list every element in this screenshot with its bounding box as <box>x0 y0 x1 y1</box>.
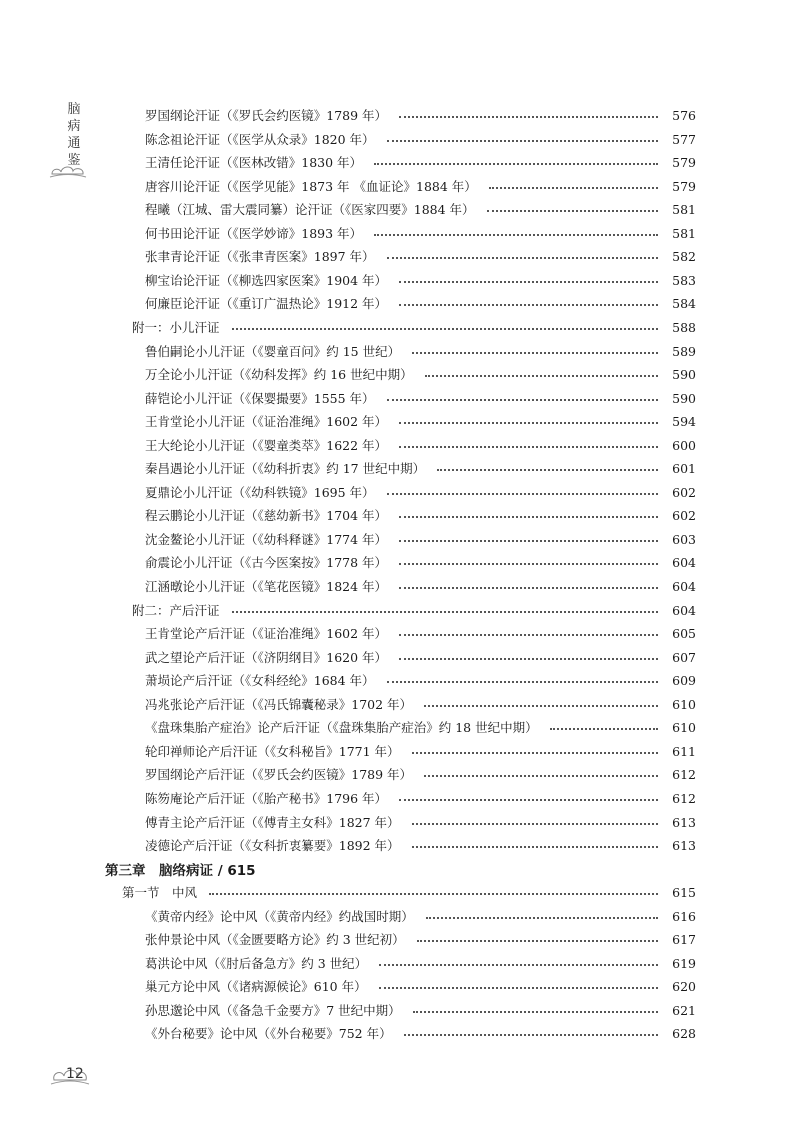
dot-leader <box>379 987 658 989</box>
toc-page-number: 612 <box>672 790 696 806</box>
dot-leader <box>412 846 658 848</box>
toc-title: 薛铠论小儿汗证（《保婴撮要》1555 年） <box>145 391 375 406</box>
toc-page-number: 615 <box>672 884 696 900</box>
dot-leader <box>379 964 658 966</box>
toc-page-number: 607 <box>672 649 696 665</box>
dot-leader <box>399 422 658 424</box>
dot-leader <box>399 658 658 660</box>
toc-title: 罗国纲论汗证（《罗氏会约医镜》1789 年） <box>145 108 388 123</box>
toc-page-number: 619 <box>672 955 696 971</box>
toc-title: 冯兆张论产后汗证（《冯氏锦囊秘录》1702 年） <box>145 697 413 712</box>
toc-title: 俞震论小儿汗证（《古今医案按》1778 年） <box>145 555 388 570</box>
dot-leader <box>399 304 658 306</box>
toc-entry[interactable] <box>0 339 800 363</box>
page-number: 12 <box>66 1066 84 1082</box>
toc-title: 附二：产后汗证 <box>132 603 220 618</box>
toc-entry[interactable] <box>0 550 800 574</box>
dot-leader <box>412 823 658 825</box>
toc-entry[interactable] <box>0 833 800 857</box>
book-title-vertical: 脑病通鉴 <box>67 102 81 168</box>
toc-title: 唐容川论汗证（《医学见能》1873 年 《血证论》1884 年） <box>145 179 477 194</box>
toc-entry[interactable] <box>0 904 800 928</box>
toc-page-number: 584 <box>672 295 696 311</box>
toc-title: 程云鹏论小儿汗证（《慈幼新书》1704 年） <box>145 508 388 523</box>
toc-page-number: 588 <box>672 319 696 335</box>
toc-title: 何书田论汗证（《医学妙谛》1893 年） <box>145 226 363 241</box>
chapter-heading: 第三章 脑络病证 / 615 <box>105 863 256 879</box>
toc-title: 孙思邈论中风（《备急千金要方》7 世纪中期） <box>145 1003 401 1018</box>
toc-page-number: 589 <box>672 343 696 359</box>
toc-page-number: 594 <box>672 413 696 429</box>
toc-page-number: 579 <box>672 154 696 170</box>
toc-title: 沈金鳌论小儿汗证（《幼科释谜》1774 年） <box>145 532 388 547</box>
toc-entry[interactable] <box>0 362 800 386</box>
toc-page-number: 610 <box>672 719 696 735</box>
toc-page-number: 581 <box>672 201 696 217</box>
dot-leader <box>489 187 658 189</box>
toc-title: 程曦（江城、雷大震同纂）论汗证（《医家四要》1884 年） <box>145 202 475 217</box>
toc-title: 《外台秘要》论中风（《外台秘要》752 年） <box>145 1026 392 1041</box>
toc-page-number: 612 <box>672 766 696 782</box>
toc-page-number: 611 <box>672 743 696 759</box>
dot-leader <box>399 587 658 589</box>
dot-leader <box>399 563 658 565</box>
toc-title: 鲁伯嗣论小儿汗证（《婴童百问》约 15 世纪） <box>145 344 401 359</box>
dot-leader <box>232 611 658 613</box>
toc-entry[interactable] <box>0 621 800 645</box>
toc-entry[interactable] <box>0 927 800 951</box>
toc-page-number: 583 <box>672 272 696 288</box>
toc-entry[interactable] <box>0 739 800 763</box>
toc-title: 秦昌遇论小儿汗证（《幼科折衷》约 17 世纪中期） <box>145 461 426 476</box>
dot-leader <box>425 375 658 377</box>
toc-title: 傅青主论产后汗证（《傅青主女科》1827 年） <box>145 815 400 830</box>
toc-title: 夏鼎论小儿汗证（《幼科铁镜》1695 年） <box>145 485 375 500</box>
toc-title: 《盘珠集胎产症治》论产后汗证（《盘珠集胎产症治》约 18 世纪中期） <box>145 720 538 735</box>
dot-leader <box>387 257 658 259</box>
dot-leader <box>399 446 658 448</box>
toc-entry[interactable] <box>0 221 800 245</box>
toc-page-number: 605 <box>672 625 696 641</box>
dot-leader <box>417 940 658 942</box>
dot-leader <box>209 893 658 895</box>
toc-entry[interactable] <box>0 810 800 834</box>
dot-leader <box>232 328 658 330</box>
dot-leader <box>487 210 658 212</box>
dot-leader <box>399 116 658 118</box>
toc-entry[interactable] <box>0 150 800 174</box>
toc-title: 何廉臣论汗证（《重订广温热论》1912 年） <box>145 296 388 311</box>
toc-entry[interactable] <box>0 456 800 480</box>
toc-page-number: 600 <box>672 437 696 453</box>
dot-leader <box>399 634 658 636</box>
toc-entry[interactable] <box>0 668 800 692</box>
dot-leader <box>404 1034 658 1036</box>
toc-title: 万全论小儿汗证（《幼科发挥》约 16 世纪中期） <box>145 367 413 382</box>
dot-leader <box>426 917 658 919</box>
toc-entry[interactable] <box>0 645 800 669</box>
toc-page-number: 603 <box>672 531 696 547</box>
dot-leader <box>412 752 658 754</box>
toc-title: 王清任论汗证（《医林改错》1830 年） <box>145 155 363 170</box>
toc-title: 柳宝诒论汗证（《柳选四家医案》1904 年） <box>145 273 388 288</box>
toc-page-number: 602 <box>672 484 696 500</box>
toc-page-number: 609 <box>672 672 696 688</box>
toc-title: 萧埙论产后汗证（《女科经纶》1684 年） <box>145 673 375 688</box>
toc-entry[interactable] <box>0 503 800 527</box>
toc-page-number: 610 <box>672 696 696 712</box>
toc-page-number: 616 <box>672 908 696 924</box>
dot-leader <box>412 352 658 354</box>
toc-page-number: 628 <box>672 1025 696 1041</box>
dot-leader <box>387 681 658 683</box>
toc-entry[interactable] <box>0 291 800 315</box>
toc-entry[interactable] <box>0 197 800 221</box>
toc-entry[interactable] <box>0 244 800 268</box>
toc-page-number: 590 <box>672 366 696 382</box>
dot-leader <box>399 799 658 801</box>
toc-page-number: 579 <box>672 178 696 194</box>
toc-page-number: 604 <box>672 578 696 594</box>
toc-page-number: 613 <box>672 837 696 853</box>
toc-entry[interactable] <box>0 951 800 975</box>
toc-title: 轮印禅师论产后汗证（《女科秘旨》1771 年） <box>145 744 400 759</box>
toc-title: 陈念祖论汗证（《医学从众录》1820 年） <box>145 132 375 147</box>
toc-entry[interactable] <box>0 268 800 292</box>
toc-page-number: 577 <box>672 131 696 147</box>
toc-page-number: 601 <box>672 460 696 476</box>
toc-entry[interactable] <box>0 433 800 457</box>
toc-entry[interactable] <box>0 692 800 716</box>
dot-leader <box>550 728 658 730</box>
toc-title: 江涵暾论小儿汗证（《笔花医镜》1824 年） <box>145 579 388 594</box>
toc-entry[interactable] <box>0 103 800 127</box>
toc-entry[interactable] <box>0 974 800 998</box>
toc-title: 王肯堂论小儿汗证（《证治准绳》1602 年） <box>145 414 388 429</box>
toc-title: 张仲景论中风（《金匮要略方论》约 3 世纪初） <box>145 932 405 947</box>
toc-entry[interactable] <box>0 174 800 198</box>
toc-page-number: 576 <box>672 107 696 123</box>
dot-leader <box>374 163 658 165</box>
toc-entry[interactable] <box>0 409 800 433</box>
toc-entry[interactable] <box>0 715 800 739</box>
dot-leader <box>399 516 658 518</box>
toc-entry[interactable] <box>0 1021 800 1045</box>
toc-title: 巢元方论中风（《诸病源候论》610 年） <box>145 979 367 994</box>
dot-leader <box>374 234 658 236</box>
toc-page-number: 621 <box>672 1002 696 1018</box>
dot-leader <box>413 1011 658 1013</box>
toc-entry[interactable] <box>0 574 800 598</box>
toc-page-number: 582 <box>672 248 696 264</box>
toc-entry[interactable] <box>0 762 800 786</box>
toc-page-number: 590 <box>672 390 696 406</box>
toc-section[interactable] <box>0 880 800 904</box>
toc-page-number: 604 <box>672 554 696 570</box>
dot-leader <box>387 399 658 401</box>
dot-leader <box>399 540 658 542</box>
toc-title: 《黄帝内经》论中风（《黄帝内经》约战国时期） <box>145 909 414 924</box>
toc-title: 凌德论产后汗证（《女科折衷纂要》1892 年） <box>145 838 400 853</box>
dot-leader <box>387 493 658 495</box>
toc-entry[interactable] <box>0 786 800 810</box>
toc-title: 第一节 中风 <box>122 885 198 900</box>
toc-entry[interactable] <box>0 386 800 410</box>
dot-leader <box>424 705 658 707</box>
toc-page-number: 602 <box>672 507 696 523</box>
toc-title: 陈笏庵论产后汗证（《胎产秘书》1796 年） <box>145 791 388 806</box>
dot-leader <box>424 775 658 777</box>
toc-page-number: 604 <box>672 602 696 618</box>
toc-title: 王大纶论小儿汗证（《婴童类萃》1622 年） <box>145 438 388 453</box>
toc-page-number: 613 <box>672 814 696 830</box>
toc-appendix[interactable] <box>0 598 800 622</box>
toc-entry[interactable] <box>0 127 800 151</box>
toc-entry[interactable] <box>0 998 800 1022</box>
toc-page-number: 581 <box>672 225 696 241</box>
dot-leader <box>387 140 658 142</box>
toc-title: 张聿青论汗证（《张聿青医案》1897 年） <box>145 249 375 264</box>
toc-title: 附一：小儿汗证 <box>132 320 220 335</box>
toc-title: 王肯堂论产后汗证（《证治准绳》1602 年） <box>145 626 388 641</box>
dot-leader <box>399 281 658 283</box>
toc-entry[interactable] <box>0 527 800 551</box>
toc-title: 葛洪论中风（《肘后备急方》约 3 世纪） <box>145 956 368 971</box>
toc-title: 武之望论产后汗证（《济阴纲目》1620 年） <box>145 650 388 665</box>
dot-leader <box>437 469 658 471</box>
toc-appendix[interactable] <box>0 315 800 339</box>
toc-page-number: 617 <box>672 931 696 947</box>
toc-title: 罗国纲论产后汗证（《罗氏会约医镜》1789 年） <box>145 767 413 782</box>
toc-page-number: 620 <box>672 978 696 994</box>
toc-entry[interactable] <box>0 480 800 504</box>
